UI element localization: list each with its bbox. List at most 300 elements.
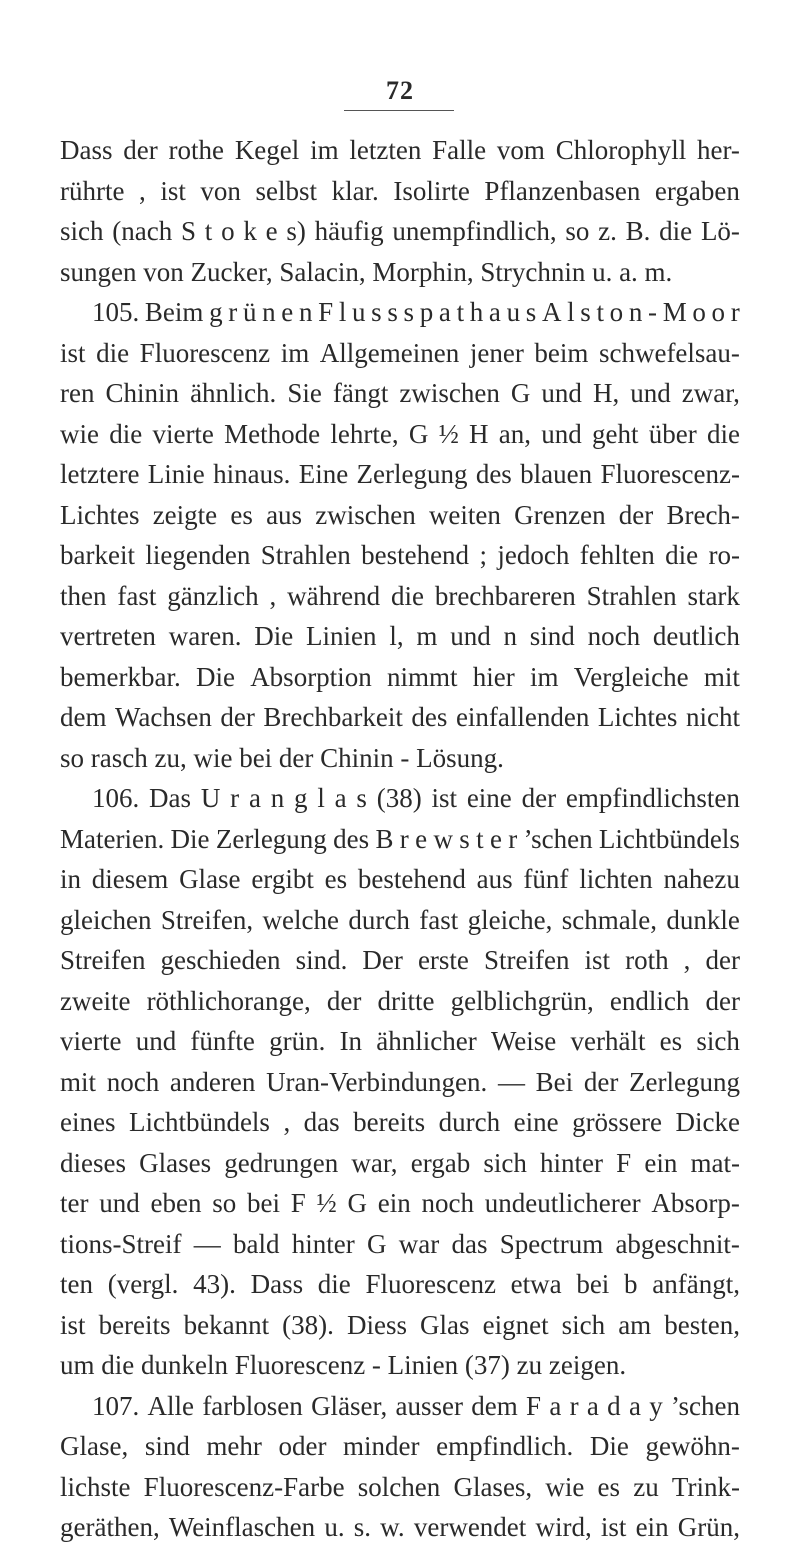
word: s bbox=[403, 297, 415, 327]
word: verwendet bbox=[413, 1512, 527, 1542]
word: e bbox=[415, 823, 428, 854]
word: Falle bbox=[432, 135, 487, 165]
word: im bbox=[280, 337, 310, 368]
word: nimmt bbox=[386, 661, 458, 692]
word: aus bbox=[266, 499, 303, 530]
word: (vergl. bbox=[107, 1269, 179, 1299]
text-line bbox=[60, 495, 740, 536]
word: bald bbox=[233, 1228, 280, 1259]
word: grün. bbox=[269, 1026, 326, 1056]
word: U bbox=[200, 783, 221, 813]
word: noch bbox=[421, 1188, 474, 1218]
word: der bbox=[618, 499, 654, 530]
word: Die bbox=[254, 621, 294, 651]
word: ist bbox=[60, 337, 86, 368]
word: ½ bbox=[316, 1188, 337, 1218]
word: fünf bbox=[523, 864, 569, 894]
word: ist bbox=[160, 175, 186, 206]
word: vertreten bbox=[60, 621, 156, 651]
word: anderen bbox=[169, 1066, 256, 1097]
word: fünfte bbox=[190, 1026, 255, 1056]
word: s. bbox=[353, 1512, 371, 1542]
word: klar. bbox=[331, 175, 379, 206]
word: eines bbox=[60, 1107, 116, 1137]
word: der bbox=[123, 135, 158, 165]
word: e bbox=[281, 297, 294, 327]
word: und bbox=[135, 1026, 177, 1056]
text-line bbox=[60, 616, 740, 657]
text-line: so rasch zu, wie bei der Chinin - Lösung. bbox=[60, 742, 504, 773]
word: jener bbox=[469, 337, 524, 368]
word: w. bbox=[380, 1512, 405, 1542]
word: geräthen, bbox=[60, 1512, 160, 1542]
word: a bbox=[488, 297, 501, 327]
word: lichste bbox=[60, 1471, 131, 1502]
word: Lichtbündels bbox=[128, 1107, 270, 1137]
word: B bbox=[375, 823, 394, 854]
word: eignet bbox=[482, 1309, 549, 1340]
word: n bbox=[298, 297, 313, 327]
word: geht bbox=[591, 418, 639, 449]
word: Weise bbox=[490, 1026, 557, 1056]
word: undeutlicherer bbox=[484, 1188, 641, 1218]
word: vom bbox=[496, 135, 545, 165]
word: die bbox=[665, 540, 699, 570]
word: Pflanzenbasen bbox=[484, 175, 641, 206]
word: waren. bbox=[168, 621, 242, 651]
word: vierte bbox=[152, 418, 214, 449]
word: grössere bbox=[572, 1107, 663, 1137]
word: sich bbox=[60, 216, 104, 246]
word: während bbox=[287, 580, 381, 611]
text-line bbox=[60, 171, 740, 212]
word: der bbox=[705, 945, 740, 975]
word: empfindlich. bbox=[436, 1431, 574, 1461]
word: (38) bbox=[376, 783, 422, 813]
word: ergibt bbox=[251, 864, 314, 894]
text-line bbox=[60, 1102, 740, 1143]
word: Das bbox=[149, 783, 192, 813]
word: Zerlegung bbox=[629, 1066, 740, 1097]
word: Weinflaschen bbox=[168, 1512, 316, 1542]
word: jedoch bbox=[497, 540, 570, 570]
word: ist bbox=[600, 1512, 627, 1542]
word: ähnlich. bbox=[190, 378, 277, 408]
text-line: sungen von Zucker, Salacin, Morphin, Strychnin u. a. m. bbox=[60, 256, 673, 287]
word: des bbox=[333, 823, 370, 854]
word: erste bbox=[417, 945, 469, 975]
word: m bbox=[416, 621, 438, 651]
word: deutlich bbox=[652, 621, 740, 651]
word: her- bbox=[696, 135, 740, 165]
text-line bbox=[60, 859, 740, 900]
word: sind bbox=[529, 621, 575, 651]
word: t bbox=[204, 216, 213, 246]
word: letztere bbox=[60, 459, 140, 489]
word: b bbox=[624, 1269, 638, 1299]
word: r bbox=[228, 297, 238, 327]
word: o bbox=[221, 216, 235, 246]
word: bestehend bbox=[357, 864, 466, 894]
word: ro- bbox=[708, 540, 740, 570]
word: bei bbox=[576, 1269, 610, 1299]
text-line bbox=[60, 1386, 740, 1427]
word: Linien bbox=[306, 621, 377, 651]
word: bereits bbox=[353, 1107, 426, 1137]
word: am bbox=[618, 1309, 652, 1340]
word: röthlichorange, bbox=[146, 985, 311, 1016]
word: des bbox=[475, 459, 512, 489]
text-line bbox=[60, 292, 740, 333]
word: fast bbox=[117, 580, 157, 611]
word: anfängt, bbox=[652, 1269, 740, 1299]
text-line bbox=[60, 1183, 740, 1224]
word: die bbox=[109, 418, 143, 449]
word: r bbox=[399, 823, 409, 854]
word: brechbareren bbox=[434, 580, 576, 611]
word: der bbox=[583, 1066, 619, 1097]
word: stark bbox=[687, 580, 740, 611]
word: Grün, bbox=[677, 1512, 740, 1542]
word: im bbox=[310, 135, 339, 165]
word: s) bbox=[286, 216, 306, 246]
word: , bbox=[269, 580, 277, 611]
word: Dass bbox=[250, 1269, 304, 1299]
word: rührte bbox=[60, 175, 125, 206]
word: rothe bbox=[168, 135, 225, 165]
word: zeigte bbox=[152, 499, 218, 530]
word: Grenzen bbox=[514, 499, 606, 530]
word: wird, bbox=[535, 1512, 592, 1542]
word: o bbox=[609, 297, 624, 327]
text-line bbox=[60, 414, 740, 455]
word: es bbox=[597, 1471, 621, 1502]
word: Kegel bbox=[234, 135, 300, 165]
word: — bbox=[497, 1066, 525, 1097]
text-line bbox=[60, 1507, 740, 1548]
text-line bbox=[60, 900, 740, 941]
word: Glas bbox=[420, 1309, 470, 1340]
word: verhält bbox=[570, 1026, 646, 1056]
word: u bbox=[506, 297, 521, 327]
word: Glases bbox=[139, 1147, 212, 1178]
word: so bbox=[212, 1188, 237, 1218]
word: hier bbox=[472, 661, 515, 692]
word: fehlten bbox=[579, 540, 655, 570]
word: mat- bbox=[690, 1147, 740, 1178]
word: unempfindlich, bbox=[392, 216, 557, 246]
word: Streifen bbox=[60, 945, 146, 975]
word: die bbox=[317, 1269, 351, 1299]
word: fängt bbox=[332, 378, 389, 408]
word: nahezu bbox=[663, 864, 740, 894]
word: zwar, bbox=[681, 378, 740, 408]
text-line bbox=[60, 1062, 740, 1103]
text-line bbox=[60, 576, 740, 617]
word: bemerkbar. bbox=[60, 661, 181, 692]
word: ist bbox=[431, 783, 458, 813]
word: eine bbox=[513, 1107, 559, 1137]
word: Linie bbox=[147, 459, 205, 489]
word: Isolirte bbox=[393, 175, 470, 206]
word: Allgemeinen bbox=[319, 337, 460, 368]
word: F bbox=[526, 1390, 542, 1421]
word: Alle bbox=[147, 1390, 195, 1421]
word: ü bbox=[242, 297, 257, 327]
word: A bbox=[541, 297, 562, 327]
word: ähnlicher bbox=[376, 1026, 477, 1056]
word: welche bbox=[262, 904, 339, 935]
word: 105. bbox=[92, 297, 140, 327]
word: oder bbox=[278, 1431, 327, 1461]
text-line bbox=[60, 657, 740, 698]
word: a bbox=[438, 297, 451, 327]
word: u bbox=[352, 297, 366, 327]
word: ter bbox=[60, 1188, 89, 1218]
word: weiten bbox=[428, 499, 501, 530]
word: Bei bbox=[535, 1066, 574, 1097]
word: Lichtes bbox=[597, 702, 678, 732]
word: Die bbox=[170, 823, 210, 854]
word: then bbox=[60, 580, 107, 611]
word: Wachsen bbox=[115, 702, 212, 732]
word: - bbox=[648, 297, 658, 327]
word: bereits bbox=[98, 1309, 171, 1340]
word: Absorp- bbox=[651, 1188, 740, 1218]
word: a bbox=[334, 783, 347, 813]
word: s bbox=[580, 297, 591, 327]
word: Brechbarkeit bbox=[263, 702, 403, 732]
word: ergaben bbox=[654, 175, 740, 206]
word: im bbox=[529, 661, 559, 692]
word: l bbox=[317, 783, 325, 813]
word: und bbox=[541, 378, 582, 408]
word: gewöhn- bbox=[645, 1431, 740, 1461]
word: Glase bbox=[179, 864, 241, 894]
word: Vergleiche bbox=[573, 661, 689, 692]
word: l bbox=[567, 297, 575, 327]
word: 43). bbox=[193, 1269, 236, 1299]
word: n bbox=[503, 621, 517, 651]
word: p bbox=[419, 297, 434, 327]
word: sich bbox=[696, 1026, 740, 1056]
word: ein bbox=[644, 1147, 678, 1178]
word: o bbox=[711, 297, 726, 327]
word: ein bbox=[635, 1512, 669, 1542]
word: , bbox=[283, 1107, 291, 1137]
word: s bbox=[525, 297, 537, 327]
page-number: 72 bbox=[386, 76, 414, 105]
word: G bbox=[366, 1228, 387, 1259]
word: hinter bbox=[540, 1147, 603, 1178]
word: ein bbox=[377, 1188, 411, 1218]
word: r bbox=[730, 297, 740, 327]
word: bestehend bbox=[361, 540, 470, 570]
text-line bbox=[60, 333, 740, 374]
word: ergab bbox=[410, 1147, 471, 1178]
word: Streifen bbox=[483, 945, 570, 975]
word: S bbox=[181, 216, 197, 246]
text-line bbox=[60, 1021, 740, 1062]
word: und bbox=[99, 1188, 140, 1218]
word: Spectrum bbox=[499, 1228, 604, 1259]
word: Fluorescenz bbox=[365, 1269, 496, 1299]
word: r bbox=[230, 783, 240, 813]
word: t bbox=[596, 297, 604, 327]
word: war, bbox=[351, 1147, 398, 1178]
text-line bbox=[60, 697, 740, 738]
word: Eine bbox=[298, 459, 349, 489]
text-line bbox=[60, 535, 740, 576]
word: der bbox=[326, 985, 362, 1016]
word: s bbox=[356, 783, 367, 813]
word: o bbox=[692, 297, 706, 327]
word: aus bbox=[476, 864, 513, 894]
text-line bbox=[60, 819, 740, 860]
word: Gläser, bbox=[311, 1390, 388, 1421]
word: Zerlegung bbox=[215, 823, 327, 854]
body-text bbox=[60, 130, 740, 1548]
word: ren bbox=[60, 378, 95, 408]
text-line bbox=[60, 778, 740, 819]
word: Methode bbox=[224, 418, 321, 449]
word: Fluorescenz bbox=[139, 337, 271, 368]
word: barkeit bbox=[60, 540, 135, 570]
text-line bbox=[60, 981, 740, 1022]
word: ½ bbox=[438, 418, 459, 449]
word: hinter bbox=[291, 1228, 355, 1259]
word: t bbox=[476, 823, 484, 854]
text-line bbox=[60, 1467, 740, 1508]
word: zwischen bbox=[315, 499, 416, 530]
word: es bbox=[324, 864, 348, 894]
word: k bbox=[243, 216, 257, 246]
word: s bbox=[371, 297, 382, 327]
word: F bbox=[318, 297, 334, 327]
word: dritte bbox=[377, 985, 435, 1016]
word: s bbox=[387, 297, 398, 327]
word: einfallenden bbox=[455, 702, 590, 732]
word: geschieden bbox=[160, 945, 281, 975]
word: wie bbox=[545, 1471, 585, 1502]
word: u. bbox=[324, 1512, 345, 1542]
word: dieses bbox=[60, 1147, 126, 1178]
word: h bbox=[469, 297, 484, 327]
word: noch bbox=[106, 1066, 160, 1097]
word: zwischen bbox=[399, 378, 500, 408]
word: g bbox=[294, 783, 308, 813]
word: ’schen bbox=[523, 823, 593, 854]
word: gedrungen bbox=[224, 1147, 339, 1178]
word: Die bbox=[195, 661, 235, 692]
word: a bbox=[586, 1390, 599, 1421]
word: l, bbox=[389, 621, 404, 651]
word: mit bbox=[703, 661, 740, 692]
word: beim bbox=[534, 337, 589, 368]
word: schwefelsau- bbox=[598, 337, 740, 368]
page-number-rule bbox=[344, 110, 454, 111]
word: wie bbox=[60, 418, 99, 449]
word: ’schen bbox=[670, 1390, 740, 1421]
word: sind. bbox=[295, 945, 348, 975]
word: die bbox=[390, 580, 424, 611]
word: empfindlichsten bbox=[565, 783, 740, 813]
word: in bbox=[60, 864, 82, 894]
word: r bbox=[569, 1390, 579, 1421]
word: Diess bbox=[346, 1309, 407, 1340]
word: selbst bbox=[255, 175, 317, 206]
word: dunkle bbox=[666, 904, 740, 935]
word: und bbox=[541, 418, 582, 449]
word: Zerlegung bbox=[356, 459, 468, 489]
word: Der bbox=[362, 945, 403, 975]
word: Chinin bbox=[105, 378, 180, 408]
word: liegenden bbox=[145, 540, 251, 570]
text-line bbox=[60, 211, 740, 252]
word: ; bbox=[479, 540, 487, 570]
text-line bbox=[60, 1143, 740, 1184]
word: der bbox=[705, 985, 740, 1016]
word: mit bbox=[60, 1066, 97, 1097]
word: Chlorophyll bbox=[555, 135, 687, 165]
word: zu bbox=[633, 1471, 659, 1502]
word: a bbox=[248, 783, 261, 813]
word: , bbox=[683, 945, 691, 975]
word: Sie bbox=[287, 378, 322, 408]
word: abgeschnit- bbox=[615, 1228, 740, 1259]
word: — bbox=[193, 1228, 221, 1259]
word: Die bbox=[589, 1431, 629, 1461]
word: Brech- bbox=[666, 499, 740, 530]
word: mehr bbox=[206, 1431, 262, 1461]
word: sich bbox=[561, 1309, 606, 1340]
word: F bbox=[290, 1188, 306, 1218]
text-line bbox=[60, 1426, 740, 1467]
word: vierte bbox=[60, 1026, 122, 1056]
word: durch bbox=[348, 904, 410, 935]
word: G bbox=[408, 418, 429, 449]
word: nicht bbox=[685, 702, 740, 732]
word: an, bbox=[498, 418, 532, 449]
word: des bbox=[411, 702, 448, 732]
word: Glases, bbox=[453, 1471, 533, 1502]
word: l bbox=[338, 297, 347, 327]
word: sich bbox=[483, 1147, 527, 1178]
word: die bbox=[96, 337, 130, 368]
word: besten, bbox=[664, 1309, 740, 1340]
text-line bbox=[60, 940, 740, 981]
word: der bbox=[220, 702, 255, 732]
word: farblosen bbox=[202, 1390, 303, 1421]
text-line: um die dunkeln Fluorescenz - Linien (37) zu zeigen. bbox=[60, 1350, 627, 1380]
word: und bbox=[450, 621, 491, 651]
word: hinaus. bbox=[213, 459, 291, 489]
word: z. bbox=[598, 216, 617, 246]
word: Streifen, bbox=[160, 904, 254, 935]
text-line bbox=[60, 1224, 740, 1265]
word: eben bbox=[150, 1188, 202, 1218]
word: Materien. bbox=[60, 823, 165, 854]
word: der bbox=[521, 783, 557, 813]
word: n bbox=[628, 297, 643, 327]
text-line bbox=[60, 1305, 740, 1346]
word: (38). bbox=[282, 1309, 334, 1340]
word: es bbox=[230, 499, 253, 530]
word: Lichtes bbox=[60, 499, 140, 530]
word: Trink- bbox=[671, 1471, 740, 1502]
word: Dicke bbox=[675, 1107, 740, 1137]
word: noch bbox=[587, 621, 641, 651]
